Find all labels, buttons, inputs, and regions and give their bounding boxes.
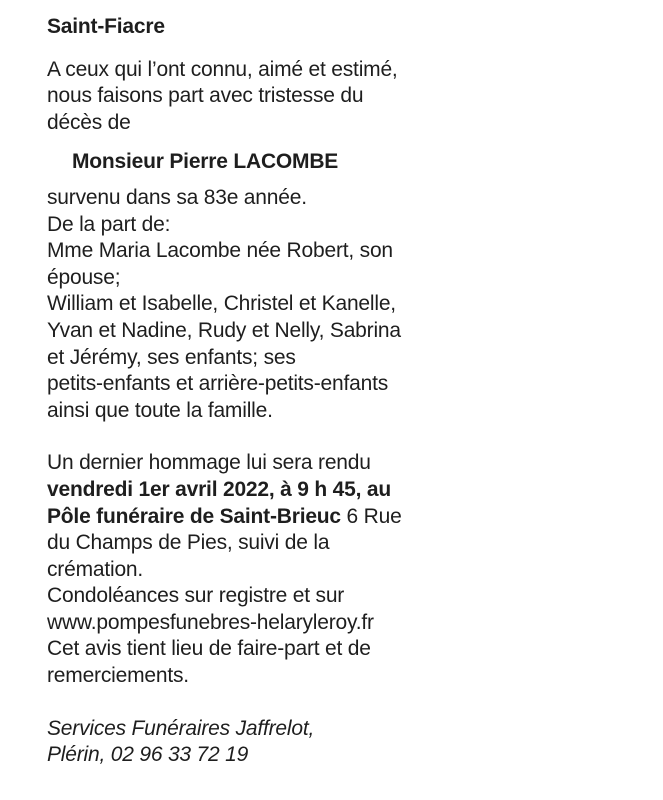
signature	[47, 716, 447, 769]
ceremony-line: Un dernier hommage lui sera rendu	[47, 451, 371, 475]
intro-paragraph	[47, 57, 447, 137]
spacer	[47, 424, 447, 450]
family-line: petits-enfants et arrière-petits-enfants	[47, 372, 389, 396]
spacer	[47, 690, 447, 716]
family-line: William et Isabelle, Christel et Kanelle,	[47, 292, 396, 316]
town-heading: Saint-Fiacre	[47, 15, 165, 38]
signature-contact: Plérin, 02 96 33 72 19	[47, 743, 249, 767]
intro-line: A ceux qui l’ont connu, aimé et estimé,	[47, 57, 398, 81]
family-line: De la part de:	[47, 212, 171, 236]
ceremony-line: Condoléances sur registre et sur	[47, 584, 345, 608]
signature-company: Services Funéraires Jaffrelot,	[47, 716, 315, 740]
ceremony-place-line	[47, 504, 447, 531]
family-line: Mme Maria Lacombe née Robert, son	[47, 239, 393, 263]
obituary-notice	[47, 14, 447, 769]
ceremony-place: Pôle funéraire de Saint-Brieuc	[47, 504, 341, 528]
family-line: et Jérémy, ses enfants; ses	[47, 345, 296, 369]
family-line: Yvan et Nadine, Rudy et Nelly, Sabrina	[47, 318, 401, 342]
ceremony-line: Cet avis tient lieu de faire-part et de	[47, 637, 371, 661]
family-line: épouse;	[47, 265, 121, 289]
intro-line: décès de	[47, 110, 131, 134]
ceremony-line: remerciements.	[47, 664, 189, 688]
ceremony-line: crémation.	[47, 557, 144, 581]
intro-line: nous faisons part avec tristesse du	[47, 84, 364, 108]
ceremony-line: du Champs de Pies, suivi de la	[47, 531, 330, 555]
family-paragraph	[47, 185, 447, 424]
family-line: survenu dans sa 83e année.	[47, 185, 307, 209]
deceased-name: Monsieur Pierre LACOMBE	[72, 150, 339, 174]
ceremony-date: vendredi 1er avril 2022, à 9 h 45, au	[47, 477, 391, 501]
website-link[interactable]: www.pompesfunebres-helaryleroy.fr	[47, 610, 374, 634]
ceremony-paragraph	[47, 450, 447, 689]
family-line: ainsi que toute la famille.	[47, 398, 273, 422]
ceremony-address: 6 Rue	[340, 504, 402, 528]
